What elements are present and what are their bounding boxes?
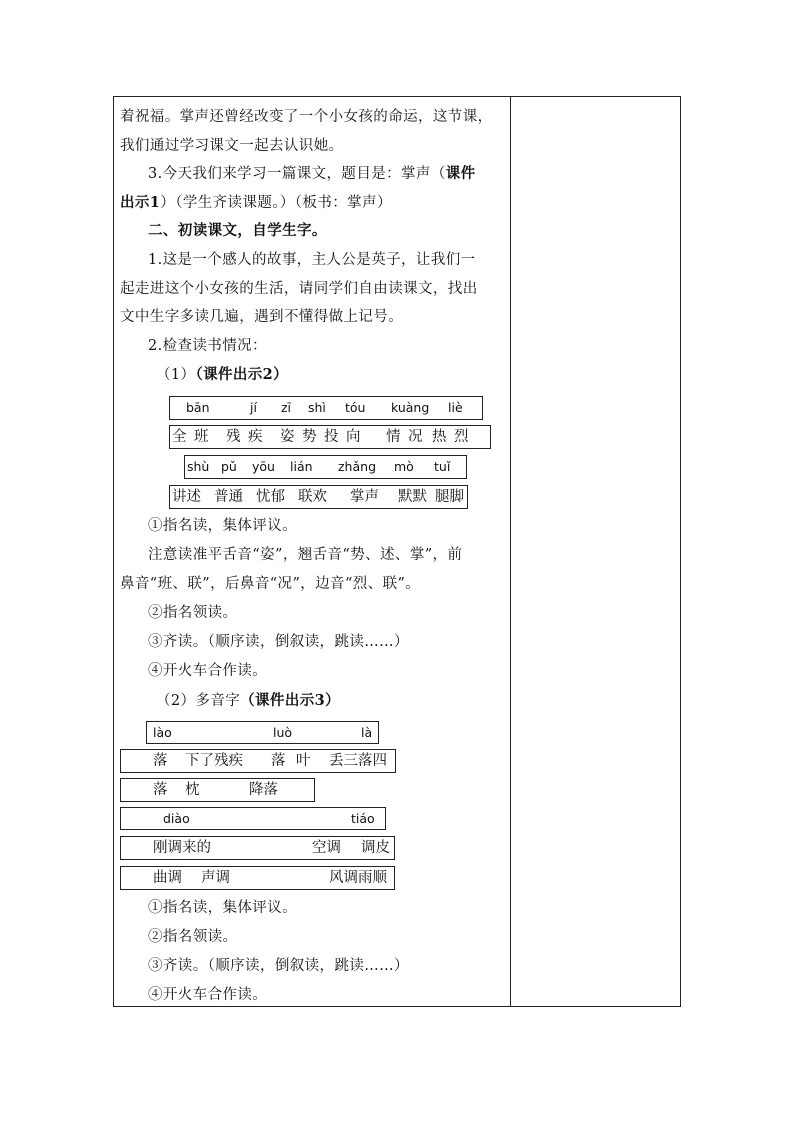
character-box bbox=[120, 749, 396, 773]
character: 班 bbox=[194, 429, 209, 445]
text-line: ①指名读，集体评议。 bbox=[148, 900, 297, 916]
text-span-bold: （课件出示3） bbox=[240, 692, 341, 709]
pinyin: bān bbox=[186, 400, 210, 415]
word: 普通 bbox=[214, 489, 243, 505]
character-box bbox=[120, 836, 395, 860]
text-span: （1） bbox=[156, 367, 196, 383]
lesson-table bbox=[113, 96, 681, 1007]
word: 讲述 bbox=[172, 489, 201, 505]
word: 风调雨顺 bbox=[329, 870, 387, 886]
word: 下了残疾 bbox=[185, 753, 243, 769]
text-line: 1.这是一个感人的故事，主人公是英子，让我们一 bbox=[148, 252, 476, 268]
text-line: ③齐读。（顺序读，倒叙读，跳读……） bbox=[148, 634, 409, 650]
pinyin: kuàng bbox=[391, 400, 430, 415]
pinyin: lào bbox=[153, 725, 172, 740]
word: 刚调来的 bbox=[153, 840, 211, 856]
word: 降落 bbox=[249, 782, 278, 798]
text-span: ）（学生齐读课题。）（板书：掌声） bbox=[160, 195, 392, 211]
word: 腿脚 bbox=[435, 489, 464, 505]
character: 残 bbox=[226, 429, 241, 445]
character: 投 bbox=[324, 429, 339, 445]
text-line: ③齐读。（顺序读，倒叙读，跳读……） bbox=[148, 958, 409, 974]
pinyin: pǔ bbox=[221, 459, 237, 474]
text-line bbox=[120, 691, 506, 711]
text-line: 鼻音“班、联”，后鼻音“况”，边音“烈、联”。 bbox=[120, 576, 421, 592]
text-line: 着祝福。掌声还曾经改变了一个小女孩的命运，这节课， bbox=[120, 109, 493, 125]
text-line: 起走进这个小女孩的生活，请同学们自由读课文，找出 bbox=[120, 281, 478, 297]
pinyin: tóu bbox=[345, 400, 366, 415]
word: 调皮 bbox=[361, 840, 390, 856]
character-box bbox=[120, 866, 395, 890]
character: 情 bbox=[386, 429, 401, 445]
character: 向 bbox=[346, 429, 361, 445]
word: 丢三落四 bbox=[329, 753, 387, 769]
character: 热 bbox=[432, 429, 447, 445]
pinyin: shù bbox=[187, 459, 210, 474]
pinyin: mò bbox=[394, 459, 414, 474]
word: 声调 bbox=[201, 870, 230, 886]
pinyin-box bbox=[146, 721, 379, 744]
pinyin-box bbox=[184, 455, 467, 479]
pinyin: là bbox=[361, 725, 373, 740]
pinyin: luò bbox=[273, 725, 293, 740]
text-line: ④开火车合作读。 bbox=[148, 987, 268, 1003]
pinyin: yōu bbox=[252, 459, 275, 474]
pinyin: tuǐ bbox=[434, 459, 451, 474]
word: 枕 bbox=[185, 782, 200, 798]
character-box bbox=[120, 778, 315, 802]
word: 落 bbox=[271, 753, 286, 769]
pinyin: zī bbox=[281, 400, 292, 415]
text-span: （2）多音字 bbox=[156, 693, 241, 709]
pinyin: diào bbox=[163, 811, 190, 826]
text-line: 文中生字多读几遍，遇到不懂得做上记号。 bbox=[120, 309, 404, 325]
word: 叶 bbox=[296, 753, 311, 769]
text-span-bold: 出示1 bbox=[120, 194, 161, 211]
word: 空调 bbox=[312, 840, 341, 856]
character: 全 bbox=[172, 429, 187, 445]
text-line bbox=[120, 365, 506, 385]
pinyin-box bbox=[169, 396, 483, 420]
column-divider bbox=[510, 97, 511, 1006]
text-span-bold: 课件 bbox=[445, 165, 476, 182]
text-line: ②指名领读。 bbox=[148, 605, 238, 621]
text-line: 注意读准平舌音“姿”，翘舌音“势、述、掌”，前 bbox=[148, 547, 463, 563]
character: 姿 bbox=[280, 429, 295, 445]
text-line: 我们通过学习课文一起去认识她。 bbox=[120, 138, 344, 154]
word: 掌声 bbox=[350, 489, 379, 505]
text-span: 3.今天我们来学习一篇课文，题目是：掌声（ bbox=[148, 166, 446, 182]
character: 况 bbox=[408, 429, 423, 445]
word: 忧郁 bbox=[256, 489, 285, 505]
pinyin-box bbox=[120, 807, 386, 830]
text-line: ①指名读，集体评议。 bbox=[148, 518, 297, 534]
pinyin: shì bbox=[308, 400, 326, 415]
character: 烈 bbox=[454, 429, 469, 445]
character: 疾 bbox=[248, 429, 263, 445]
character: 势 bbox=[302, 429, 317, 445]
text-line: ④开火车合作读。 bbox=[148, 663, 268, 679]
character-box bbox=[169, 425, 491, 449]
pinyin: tiáo bbox=[351, 811, 375, 826]
section-heading: 二、初读课文，自学生字。 bbox=[148, 222, 327, 239]
pinyin: jí bbox=[250, 400, 257, 415]
text-line bbox=[120, 164, 506, 184]
pinyin: zhǎng bbox=[338, 459, 377, 474]
pinyin: liè bbox=[448, 400, 463, 415]
text-line: 2.检查读书情况： bbox=[148, 338, 267, 354]
pinyin: lián bbox=[290, 459, 313, 474]
word: 落 bbox=[153, 782, 168, 798]
word: 落 bbox=[153, 753, 168, 769]
word: 默默 bbox=[398, 489, 427, 505]
text-span-bold: （课件出示2） bbox=[195, 366, 289, 383]
text-line bbox=[120, 193, 506, 213]
character-box bbox=[169, 485, 468, 509]
word: 联欢 bbox=[298, 489, 327, 505]
word: 曲调 bbox=[153, 870, 182, 886]
text-line: ②指名领读。 bbox=[148, 929, 238, 945]
